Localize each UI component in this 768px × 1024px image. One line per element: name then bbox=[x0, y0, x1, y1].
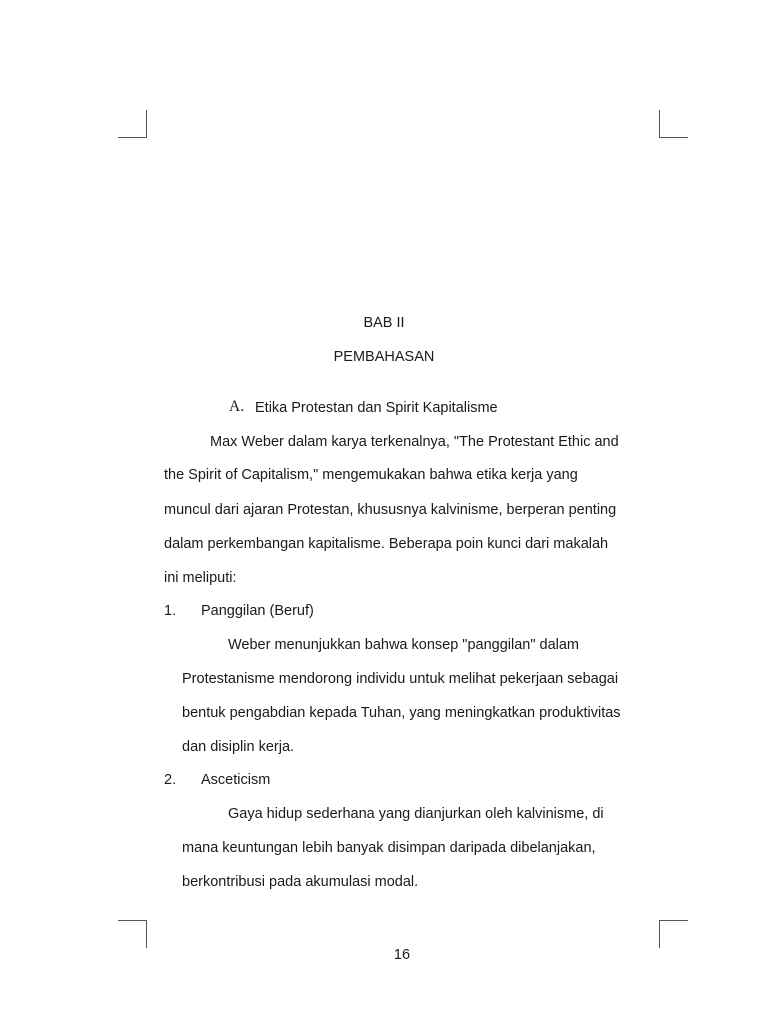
intro-line: the Spirit of Capitalism," mengemukakan bahwa etika kerja yang bbox=[164, 467, 578, 483]
chapter-heading: BAB II bbox=[363, 315, 405, 331]
crop-mark-top-right bbox=[659, 110, 688, 138]
list-item-line: berkontribusi pada akumulasi modal. bbox=[182, 874, 419, 890]
list-item-line: bentuk pengabdian kepada Tuhan, yang meningkatkan produktivitas bbox=[182, 705, 621, 721]
intro-line: ini meliputi: bbox=[164, 570, 237, 586]
list-item-title: Asceticism bbox=[201, 772, 271, 788]
intro-line: Max Weber dalam karya terkenalnya, "The Protestant Ethic and bbox=[210, 434, 619, 450]
list-item-line: Gaya hidup sederhana yang dianjurkan oleh kalvinisme, di bbox=[228, 806, 604, 822]
intro-line: dalam perkembangan kapitalisme. Beberapa poin kunci dari makalah bbox=[164, 536, 609, 552]
crop-mark-top-left bbox=[118, 110, 147, 138]
chapter-title: PEMBAHASAN bbox=[333, 349, 435, 365]
crop-mark-bottom-left bbox=[118, 920, 147, 948]
list-item-number: 2. bbox=[164, 772, 177, 788]
section-marker: A. bbox=[229, 398, 245, 415]
intro-line: muncul dari ajaran Protestan, khususnya kalvinisme, berperan penting bbox=[164, 502, 617, 518]
list-item-number: 1. bbox=[164, 603, 177, 619]
list-item-line: Weber menunjukkan bahwa konsep "panggilan" dalam bbox=[228, 637, 580, 653]
list-item-line: mana keuntungan lebih banyak disimpan daripada dibelanjakan, bbox=[182, 840, 596, 856]
crop-mark-bottom-right bbox=[659, 920, 688, 948]
list-item-line: dan disiplin kerja. bbox=[182, 739, 295, 755]
section-title: Etika Protestan dan Spirit Kapitalisme bbox=[255, 400, 498, 416]
list-item-title: Panggilan (Beruf) bbox=[201, 603, 314, 619]
page-number: 16 bbox=[393, 947, 411, 963]
list-item-line: Protestanisme mendorong individu untuk melihat pekerjaan sebagai bbox=[182, 671, 619, 687]
